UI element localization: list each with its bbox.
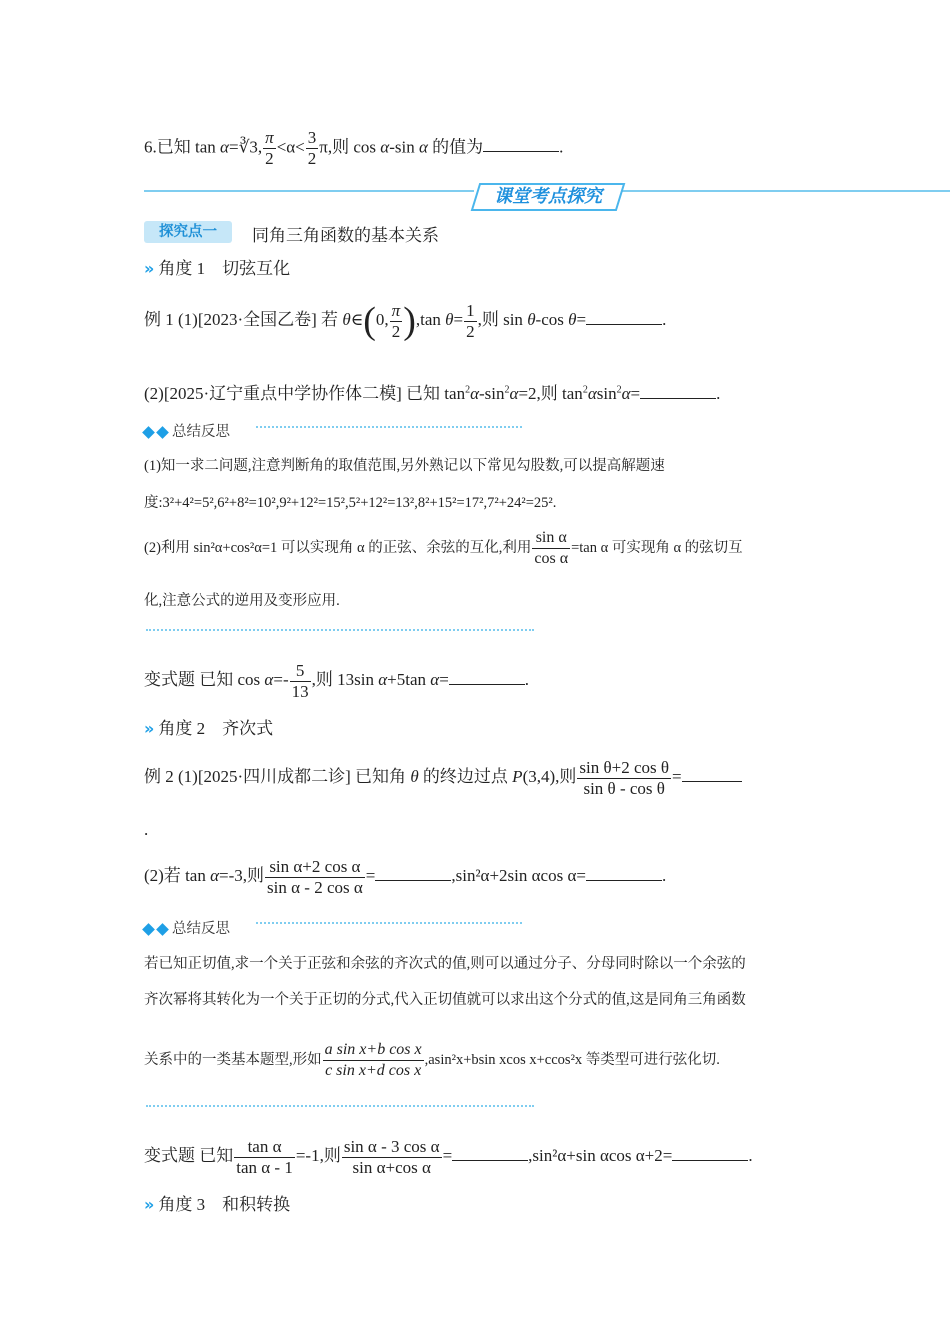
period: .: [662, 310, 667, 329]
frac-num: sin α - 3 cos α: [343, 1136, 440, 1156]
example-1-part-2: (2)[2025·辽宁重点中学协作体二模] 已知 $\tan^2\alpha-\sin^2\alpha=2$,则 $\tan^2\alpha\sin^2\alpha=$ .: [144, 384, 721, 403]
reflection-1-p4: 化,注意公式的逆用及变形应用.: [144, 593, 340, 609]
two: 2: [466, 321, 475, 341]
example-1-part-1: [144, 300, 666, 342]
alpha-var: α: [220, 137, 229, 157]
section-heading: [144, 180, 950, 214]
var2-b: =-1,则: [295, 1146, 341, 1165]
var1-c: ,则 13sin: [311, 670, 379, 689]
two: 2: [307, 149, 317, 168]
radicand: 3: [249, 137, 258, 157]
answer-blank[interactable]: [452, 1146, 528, 1161]
var2-a: 变式题 已知: [144, 1146, 234, 1165]
sin-cos-fraction: [342, 1137, 442, 1178]
eq-sign: =: [439, 670, 449, 689]
eq-sign: =: [365, 866, 376, 885]
variant-1: 变式题 已知 cos α=- $\frac{5}{13}$ ,则 13sin α+5tan α= .: [144, 660, 530, 701]
var1-a: 变式题 已知 cos: [144, 670, 265, 689]
reflection-label: 总结反思: [172, 424, 230, 440]
pi-over-2: [263, 128, 276, 169]
period: .: [748, 1146, 753, 1165]
cube-root-icon: ∛: [238, 137, 250, 157]
two: 2: [265, 149, 274, 168]
eq-sign: =: [672, 767, 682, 786]
period: .: [524, 670, 530, 689]
eq-sign: =: [228, 137, 239, 157]
variant-2: [144, 1135, 753, 1178]
one: 1: [466, 300, 475, 320]
pi: π: [391, 300, 401, 320]
reflection-1-p3: [144, 526, 743, 570]
period: .: [716, 384, 721, 403]
three-over-2: [306, 128, 319, 169]
dotted-divider: [146, 1105, 534, 1107]
frac-num: tan α: [234, 1137, 295, 1158]
three: 3: [307, 128, 317, 147]
reflection-2-heading: [144, 917, 230, 938]
topic-title: 同角三角函数的基本关系: [252, 226, 439, 245]
pi: π: [265, 128, 274, 147]
angle-1-heading: [144, 257, 290, 281]
point-P: P: [512, 767, 523, 786]
theta-var: θ: [527, 310, 536, 329]
q6-text4: 的值为: [427, 137, 484, 157]
badge-explore-1: 探究点一: [144, 221, 232, 243]
angle-3-label: 角度 3 和积转换: [158, 1195, 291, 1214]
example-2-dot: .: [144, 820, 149, 839]
eq-sign: =: [576, 310, 587, 329]
ex2-c: (3,4),则: [522, 767, 577, 786]
period: .: [661, 866, 667, 885]
chevron-right-icon: »: [144, 1195, 149, 1214]
fraction-5-13: [290, 661, 311, 702]
one-half: [464, 301, 477, 342]
theta-var: θ: [445, 310, 454, 329]
q6-text3: -sin: [389, 137, 419, 157]
answer-blank[interactable]: [586, 310, 662, 325]
eq-sign: =: [453, 310, 464, 329]
frac-den: sin α - 2 cos α: [267, 877, 363, 897]
two: 2: [391, 321, 401, 341]
dotted-divider: [256, 426, 522, 428]
theta-var: θ: [342, 310, 351, 329]
diamond-icon: [142, 923, 155, 936]
frac-num: 5: [290, 661, 311, 682]
ex1-lead: 例 1 (1)[2023·全国乙卷] 若: [144, 310, 343, 329]
sin-over-cos: [532, 528, 570, 569]
frac-den: 13: [291, 681, 309, 701]
frac-den: sin α+cos α: [352, 1157, 431, 1177]
q6-text2: π,则 cos: [319, 137, 381, 157]
ex1-2-a: (2)[2025·辽宁重点中学协作体二模] 已知 tan: [144, 384, 466, 403]
ex1-2-b: -sin: [479, 384, 505, 403]
reflection-1-p2: 度:3²+4²=5²,6²+8²=10²,9²+12²=15²,5²+12²=13²,8²+15²=17²,7²+24²=25².: [144, 495, 557, 511]
dotted-divider: [146, 629, 534, 631]
eq-sign: =: [442, 1146, 453, 1165]
answer-blank[interactable]: [682, 767, 742, 782]
r1-p3b: =tan α 可实现角 α 的弦切互: [571, 540, 743, 556]
chevron-right-icon: »: [144, 259, 149, 278]
reflection-1-heading: [144, 420, 230, 441]
example-2-part-1: 例 2 (1)[2025·四川成都二诊] 已知角 θ 的终边过点 P(3,4),则 $\frac{\text{sin θ+2 cos θ}}{\text{sin θ - cos θ}}$ =: [144, 756, 742, 799]
var2-d: ,sin²α+sin αcos α+2=: [528, 1146, 673, 1165]
ex1-then: ,则 sin: [477, 310, 528, 329]
frac-den: cos α: [534, 550, 569, 568]
reflection-2-p2: 齐次幂将其转化为一个关于正切的分式,代入正切值就可以求出这个分式的值,这是同角三角函数: [144, 992, 746, 1008]
angle-2-label: 角度 2 齐次式: [158, 719, 274, 738]
ex2-2-b: =-3,则: [219, 866, 265, 885]
left-paren: (: [363, 300, 376, 343]
diamond-icon: [156, 923, 169, 936]
frac-den: sin θ - cos θ: [583, 778, 665, 798]
frac-den: tan α - 1: [236, 1157, 293, 1177]
period: .: [559, 137, 564, 157]
ex2-fraction: [577, 758, 671, 799]
angle-1-label: 角度 1 切弦互化: [158, 259, 291, 278]
eq-sign: =: [630, 384, 641, 403]
alpha-var: α: [418, 137, 428, 157]
reflection-2-p3: [144, 1038, 720, 1082]
dotted-divider: [256, 922, 522, 924]
ex1-2-c: =2,则 tan: [518, 384, 583, 403]
answer-blank[interactable]: [672, 1146, 748, 1161]
ex2-b: 的终边过点: [418, 767, 513, 786]
ex1-2-d: sin: [596, 384, 617, 403]
frac-num: sin α: [532, 528, 570, 549]
reflection-label: 总结反思: [172, 921, 230, 937]
ex1-mid: ,tan: [415, 310, 446, 329]
chevron-right-icon: »: [144, 719, 149, 738]
angle-3-heading: [144, 1193, 290, 1217]
frac-num: a sin x+b cos x: [323, 1040, 424, 1061]
tan-fraction: [234, 1137, 295, 1178]
answer-blank[interactable]: [483, 137, 559, 152]
answer-blank[interactable]: [586, 866, 662, 881]
answer-blank[interactable]: [375, 866, 451, 881]
comma: ,: [257, 137, 263, 157]
example-2-part-2: (2)若 tan α=-3,则 $\frac{\text{sin α+2 cos α}}{\text{sin α - 2 cos α}}$ = ,sin²α+2sin αcos α= .: [144, 856, 667, 897]
reflection-1-p1: (1)知一求二问题,注意判断角的取值范围,另外熟记以下常见勾股数,可以提高解题速: [144, 458, 665, 474]
frac-num: sin θ+2 cos θ: [579, 757, 670, 777]
question-6: [144, 128, 563, 169]
answer-blank[interactable]: [449, 670, 525, 685]
ex2-2-fraction: [265, 857, 365, 898]
general-fraction: [323, 1040, 424, 1081]
ineq: <α<: [276, 137, 305, 157]
theta-var: θ: [568, 310, 577, 329]
frac-num: sin α+2 cos α: [265, 857, 365, 878]
ex2-a: 例 2 (1)[2025·四川成都二诊] 已知角: [144, 767, 411, 786]
ex2-2-d: ,sin²α+2sin αcos α=: [451, 866, 586, 885]
diamond-icon: [142, 426, 155, 439]
ex1-cos: -cos: [535, 310, 569, 329]
ex2-2-a: (2)若 tan: [144, 866, 211, 885]
alpha-var: α: [380, 137, 390, 157]
reflection-2-p1: 若已知正切值,求一个关于正弦和余弦的齐次式的值,则可以通过分子、分母同时除以一个余弦的: [144, 956, 746, 972]
q6-text: 6.已知 tan: [144, 137, 221, 157]
pi-over-2: [390, 301, 403, 342]
diamond-icon: [156, 426, 169, 439]
zero: 0,: [375, 310, 389, 329]
r2-p3b: ,asin²x+bsin xcos x+ccos²x 等类型可进行弦化切.: [424, 1052, 720, 1068]
answer-blank[interactable]: [640, 384, 716, 399]
section-title: 课堂考点探究: [494, 186, 602, 207]
frac-den: c sin x+d cos x: [325, 1062, 422, 1080]
r1-p3a: (2)利用 sin²α+cos²α=1 可以实现角 α 的正弦、余弦的互化,利用: [144, 540, 532, 556]
var1-d: +5tan: [387, 670, 431, 689]
angle-2-heading: [144, 717, 273, 741]
right-paren: ): [403, 300, 416, 343]
var1-b: =-: [273, 670, 289, 689]
in-sign: ∈: [350, 310, 364, 329]
r2-p3a: 关系中的一类基本题型,形如: [144, 1052, 322, 1068]
